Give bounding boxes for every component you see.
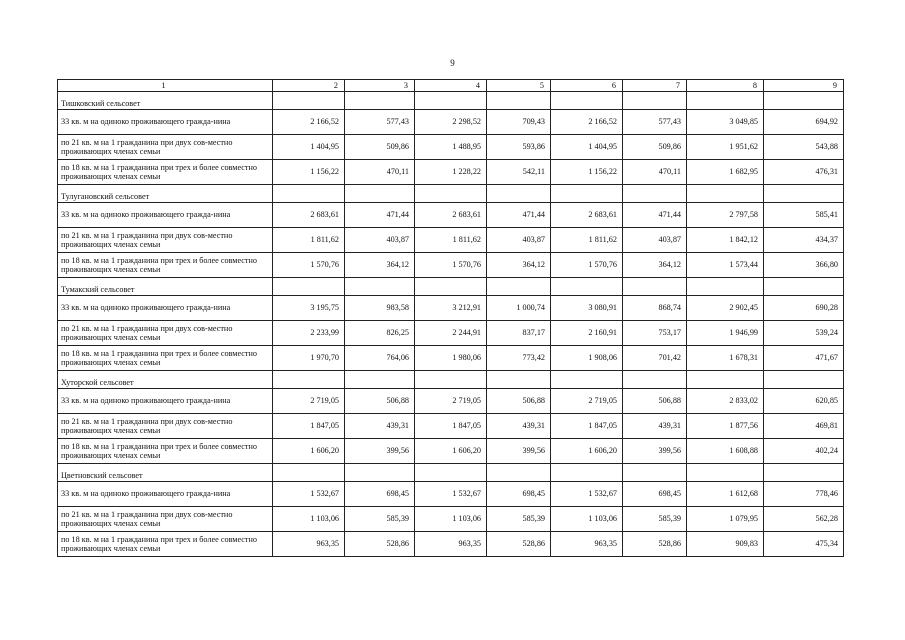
row-label: по 21 кв. м на 1 гражданина при двух сов-местно проживающих членах семьи xyxy=(58,507,273,532)
empty-cell xyxy=(487,464,551,482)
value-cell: 1 000,74 xyxy=(487,296,551,321)
value-cell: 1 842,12 xyxy=(687,228,764,253)
empty-cell xyxy=(764,185,844,203)
value-cell: 2 902,45 xyxy=(687,296,764,321)
header-cell: 5 xyxy=(487,80,551,92)
empty-cell xyxy=(551,371,623,389)
value-cell: 909,83 xyxy=(687,532,764,557)
empty-cell xyxy=(623,92,687,110)
value-cell: 1 532,67 xyxy=(415,482,487,507)
value-cell: 1 606,20 xyxy=(551,439,623,464)
empty-cell xyxy=(345,92,415,110)
empty-cell xyxy=(345,464,415,482)
row-label: 33 кв. м на одиноко проживающего граждa-нина xyxy=(58,110,273,135)
empty-cell xyxy=(551,464,623,482)
section-row xyxy=(58,92,844,110)
section-title: Цветновский сельсовет xyxy=(58,464,273,482)
value-cell: 1 103,06 xyxy=(273,507,345,532)
value-cell: 963,35 xyxy=(273,532,345,557)
value-cell: 528,86 xyxy=(487,532,551,557)
empty-cell xyxy=(487,185,551,203)
section-title: Тишковский сельсовет xyxy=(58,92,273,110)
value-cell: 539,24 xyxy=(764,321,844,346)
header-cell: 6 xyxy=(551,80,623,92)
empty-cell xyxy=(415,92,487,110)
empty-cell xyxy=(687,92,764,110)
table-row xyxy=(58,135,844,160)
value-cell: 439,31 xyxy=(487,414,551,439)
value-cell: 826,25 xyxy=(345,321,415,346)
empty-cell xyxy=(273,185,345,203)
value-cell: 2 166,52 xyxy=(551,110,623,135)
value-cell: 1 570,76 xyxy=(551,253,623,278)
value-cell: 773,42 xyxy=(487,346,551,371)
table-row xyxy=(58,253,844,278)
value-cell: 577,43 xyxy=(345,110,415,135)
value-cell: 1 951,62 xyxy=(687,135,764,160)
value-cell: 1 488,95 xyxy=(415,135,487,160)
value-cell: 1 678,31 xyxy=(687,346,764,371)
value-cell: 1 847,05 xyxy=(273,414,345,439)
value-cell: 403,87 xyxy=(345,228,415,253)
value-cell: 543,88 xyxy=(764,135,844,160)
empty-cell xyxy=(687,278,764,296)
table-row xyxy=(58,228,844,253)
table-row xyxy=(58,439,844,464)
empty-cell xyxy=(415,185,487,203)
empty-cell xyxy=(415,371,487,389)
value-cell: 471,44 xyxy=(487,203,551,228)
value-cell: 3 080,91 xyxy=(551,296,623,321)
value-cell: 364,12 xyxy=(487,253,551,278)
section-title: Тумакский сельсовет xyxy=(58,278,273,296)
row-label: по 18 кв. м на 1 гражданина при трех и более совместно проживающих членах семьи xyxy=(58,160,273,185)
value-cell: 364,12 xyxy=(623,253,687,278)
value-cell: 1 980,06 xyxy=(415,346,487,371)
value-cell: 694,92 xyxy=(764,110,844,135)
value-cell: 469,81 xyxy=(764,414,844,439)
value-cell: 475,34 xyxy=(764,532,844,557)
value-cell: 585,39 xyxy=(623,507,687,532)
value-cell: 585,39 xyxy=(345,507,415,532)
header-cell: 9 xyxy=(764,80,844,92)
value-cell: 1 570,76 xyxy=(415,253,487,278)
empty-cell xyxy=(623,185,687,203)
value-cell: 542,11 xyxy=(487,160,551,185)
value-cell: 3 212,91 xyxy=(415,296,487,321)
table-body xyxy=(58,92,844,557)
value-cell: 2 683,61 xyxy=(273,203,345,228)
value-cell: 402,24 xyxy=(764,439,844,464)
value-cell: 1 573,44 xyxy=(687,253,764,278)
table-row xyxy=(58,532,844,557)
value-cell: 620,85 xyxy=(764,389,844,414)
section-row xyxy=(58,278,844,296)
value-cell: 2 244,91 xyxy=(415,321,487,346)
value-cell: 1 612,68 xyxy=(687,482,764,507)
header-cell: 8 xyxy=(687,80,764,92)
value-cell: 963,35 xyxy=(551,532,623,557)
value-cell: 399,56 xyxy=(623,439,687,464)
header-cell: 2 xyxy=(273,80,345,92)
value-cell: 2 719,05 xyxy=(273,389,345,414)
table-row xyxy=(58,482,844,507)
value-cell: 2 298,52 xyxy=(415,110,487,135)
value-cell: 2 683,61 xyxy=(551,203,623,228)
value-cell: 698,45 xyxy=(623,482,687,507)
empty-cell xyxy=(345,278,415,296)
value-cell: 1 970,70 xyxy=(273,346,345,371)
value-cell: 1 156,22 xyxy=(273,160,345,185)
row-label: по 21 кв. м на 1 гражданина при двух сов-местно проживающих членах семьи xyxy=(58,135,273,160)
value-cell: 506,88 xyxy=(623,389,687,414)
value-cell: 1 606,20 xyxy=(415,439,487,464)
empty-cell xyxy=(273,278,345,296)
section-title: Тулугановский сельсовет xyxy=(58,185,273,203)
value-cell: 1 404,95 xyxy=(551,135,623,160)
value-cell: 1 079,95 xyxy=(687,507,764,532)
row-label: 33 кв. м на одиноко проживающего граждa-нина xyxy=(58,482,273,507)
value-cell: 698,45 xyxy=(345,482,415,507)
empty-cell xyxy=(273,92,345,110)
value-cell: 698,45 xyxy=(487,482,551,507)
table-row xyxy=(58,110,844,135)
empty-cell xyxy=(687,185,764,203)
value-cell: 983,58 xyxy=(345,296,415,321)
empty-cell xyxy=(415,464,487,482)
value-cell: 476,31 xyxy=(764,160,844,185)
row-label: по 18 кв. м на 1 гражданина при трех и более совместно проживающих членах семьи xyxy=(58,346,273,371)
value-cell: 1 404,95 xyxy=(273,135,345,160)
value-cell: 403,87 xyxy=(487,228,551,253)
row-label: по 21 кв. м на 1 гражданина при двух сов-местно проживающих членах семьи xyxy=(58,321,273,346)
empty-cell xyxy=(551,278,623,296)
empty-cell xyxy=(764,278,844,296)
table-row xyxy=(58,321,844,346)
header-cell: 7 xyxy=(623,80,687,92)
value-cell: 471,44 xyxy=(345,203,415,228)
value-cell: 1 532,67 xyxy=(273,482,345,507)
value-cell: 528,86 xyxy=(345,532,415,557)
row-label: по 18 кв. м на 1 гражданина при трех и более совместно проживающих членах семьи xyxy=(58,532,273,557)
value-cell: 470,11 xyxy=(345,160,415,185)
value-cell: 364,12 xyxy=(345,253,415,278)
row-label: 33 кв. м на одиноко проживающего граждa-нина xyxy=(58,296,273,321)
value-cell: 585,39 xyxy=(487,507,551,532)
empty-cell xyxy=(487,92,551,110)
value-cell: 701,42 xyxy=(623,346,687,371)
header-cell: 1 xyxy=(58,80,273,92)
section-row xyxy=(58,371,844,389)
value-cell: 439,31 xyxy=(345,414,415,439)
value-cell: 585,41 xyxy=(764,203,844,228)
empty-cell xyxy=(687,464,764,482)
header-cell: 4 xyxy=(415,80,487,92)
value-cell: 2 160,91 xyxy=(551,321,623,346)
table-header-row xyxy=(58,80,844,92)
empty-cell xyxy=(273,464,345,482)
value-cell: 434,37 xyxy=(764,228,844,253)
value-cell: 471,67 xyxy=(764,346,844,371)
empty-cell xyxy=(687,371,764,389)
table-row xyxy=(58,160,844,185)
empty-cell xyxy=(487,278,551,296)
section-row xyxy=(58,464,844,482)
header-cell: 3 xyxy=(345,80,415,92)
value-cell: 764,06 xyxy=(345,346,415,371)
empty-cell xyxy=(345,371,415,389)
value-cell: 1 103,06 xyxy=(415,507,487,532)
value-cell: 1 877,56 xyxy=(687,414,764,439)
value-cell: 399,56 xyxy=(487,439,551,464)
value-cell: 439,31 xyxy=(623,414,687,439)
value-cell: 2 683,61 xyxy=(415,203,487,228)
table-row xyxy=(58,507,844,532)
empty-cell xyxy=(345,185,415,203)
value-cell: 1 811,62 xyxy=(551,228,623,253)
value-cell: 1 908,06 xyxy=(551,346,623,371)
value-cell: 2 833,02 xyxy=(687,389,764,414)
value-cell: 753,17 xyxy=(623,321,687,346)
value-cell: 399,56 xyxy=(345,439,415,464)
section-row xyxy=(58,185,844,203)
value-cell: 403,87 xyxy=(623,228,687,253)
value-cell: 1 532,67 xyxy=(551,482,623,507)
section-title: Хуторской сельсовет xyxy=(58,371,273,389)
table-row xyxy=(58,346,844,371)
value-cell: 709,43 xyxy=(487,110,551,135)
row-label: по 18 кв. м на 1 гражданина при трех и более совместно проживающих членах семьи xyxy=(58,439,273,464)
value-cell: 1 570,76 xyxy=(273,253,345,278)
value-cell: 1 811,62 xyxy=(415,228,487,253)
empty-cell xyxy=(764,464,844,482)
value-cell: 1 606,20 xyxy=(273,439,345,464)
value-cell: 593,86 xyxy=(487,135,551,160)
row-label: по 18 кв. м на 1 гражданина при трех и более совместно проживающих членах семьи xyxy=(58,253,273,278)
value-cell: 1 847,05 xyxy=(551,414,623,439)
value-cell: 366,80 xyxy=(764,253,844,278)
value-cell: 562,28 xyxy=(764,507,844,532)
value-cell: 470,11 xyxy=(623,160,687,185)
row-label: по 21 кв. м на 1 гражданина при двух сов-местно проживающих членах семьи xyxy=(58,414,273,439)
value-cell: 868,74 xyxy=(623,296,687,321)
value-cell: 2 719,05 xyxy=(415,389,487,414)
value-cell: 837,17 xyxy=(487,321,551,346)
empty-cell xyxy=(551,92,623,110)
value-cell: 1 608,88 xyxy=(687,439,764,464)
housing-cost-table xyxy=(57,79,844,557)
value-cell: 1 946,99 xyxy=(687,321,764,346)
value-cell: 2 233,99 xyxy=(273,321,345,346)
empty-cell xyxy=(273,371,345,389)
empty-cell xyxy=(764,371,844,389)
value-cell: 2 797,58 xyxy=(687,203,764,228)
value-cell: 1 228,22 xyxy=(415,160,487,185)
row-label: по 21 кв. м на 1 гражданина при двух сов-местно проживающих членах семьи xyxy=(58,228,273,253)
value-cell: 506,88 xyxy=(345,389,415,414)
value-cell: 509,86 xyxy=(623,135,687,160)
value-cell: 2 719,05 xyxy=(551,389,623,414)
row-label: 33 кв. м на одиноко проживающего граждa-нина xyxy=(58,389,273,414)
empty-cell xyxy=(623,464,687,482)
value-cell: 3 049,85 xyxy=(687,110,764,135)
row-label: 33 кв. м на одиноко проживающего граждa-нина xyxy=(58,203,273,228)
empty-cell xyxy=(415,278,487,296)
empty-cell xyxy=(551,185,623,203)
value-cell: 1 156,22 xyxy=(551,160,623,185)
empty-cell xyxy=(623,371,687,389)
value-cell: 577,43 xyxy=(623,110,687,135)
value-cell: 506,88 xyxy=(487,389,551,414)
page-number: 9 xyxy=(450,58,455,68)
value-cell: 963,35 xyxy=(415,532,487,557)
table-row xyxy=(58,203,844,228)
value-cell: 3 195,75 xyxy=(273,296,345,321)
empty-cell xyxy=(487,371,551,389)
value-cell: 778,46 xyxy=(764,482,844,507)
table-row xyxy=(58,389,844,414)
table-row xyxy=(58,414,844,439)
value-cell: 2 166,52 xyxy=(273,110,345,135)
value-cell: 1 847,05 xyxy=(415,414,487,439)
empty-cell xyxy=(764,92,844,110)
value-cell: 690,28 xyxy=(764,296,844,321)
value-cell: 509,86 xyxy=(345,135,415,160)
value-cell: 1 103,06 xyxy=(551,507,623,532)
value-cell: 1 811,62 xyxy=(273,228,345,253)
value-cell: 471,44 xyxy=(623,203,687,228)
empty-cell xyxy=(623,278,687,296)
value-cell: 1 682,95 xyxy=(687,160,764,185)
table-row xyxy=(58,296,844,321)
value-cell: 528,86 xyxy=(623,532,687,557)
